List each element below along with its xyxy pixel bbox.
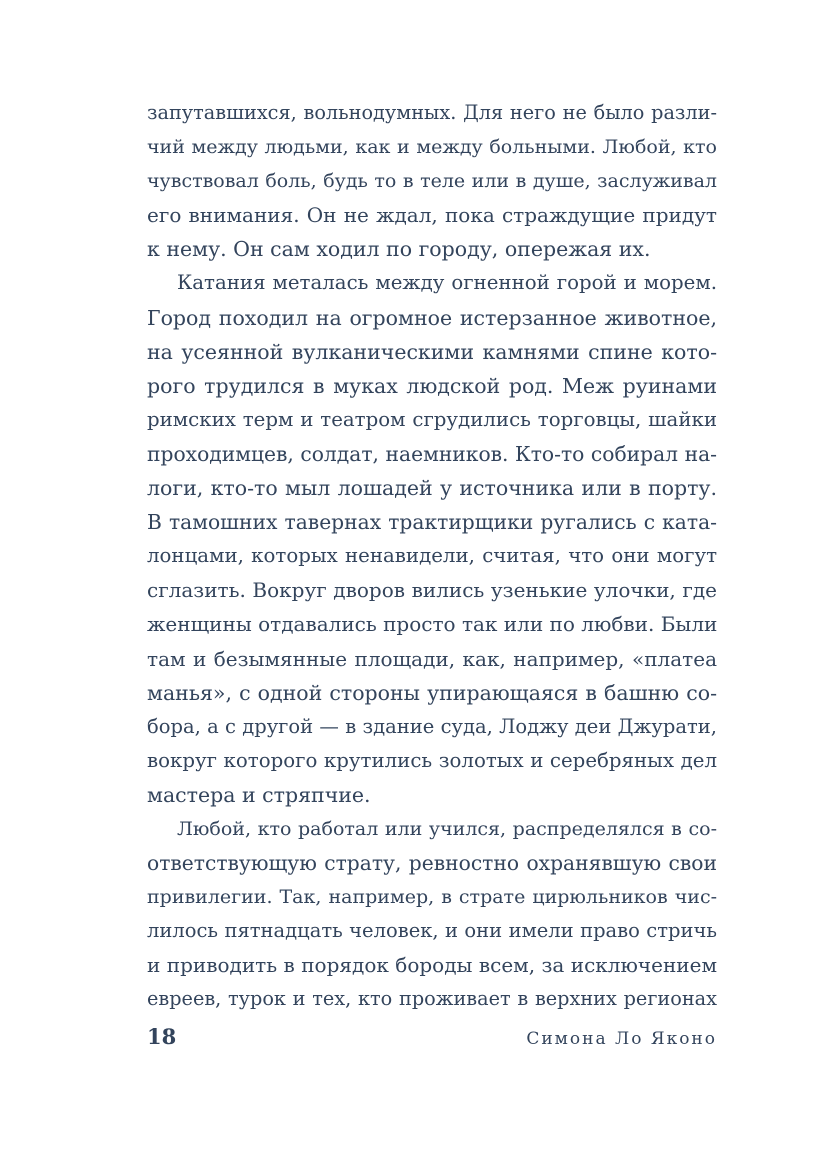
- text-line: рого трудился в муках людской род. Меж руинами: [147, 373, 717, 398]
- text-line: Город походил на огромное истерзанное животное,: [147, 305, 717, 330]
- text-line: проходимцев, солдат, наемников. Кто-то собирал на-: [147, 441, 717, 466]
- text-line: Любой, кто работал или учился, распределялся в со-: [177, 817, 717, 840]
- page-number: 18: [147, 1024, 177, 1049]
- text-line: логи, кто-то мыл лошадей у источника или в порту.: [147, 476, 717, 501]
- text-line: и приводить в порядок бороды всем, за исключением: [147, 953, 717, 978]
- text-line: чувствовал боль, будь то в теле или в душе, заслуживал: [147, 170, 717, 193]
- running-head-author: Симона Ло Яконо: [526, 1029, 717, 1049]
- text-line: привилегии. Так, например, в страте цирюльников чис-: [147, 886, 717, 909]
- text-line: бора, а с другой — в здание суда, Лоджу деи Джурати,: [147, 714, 717, 738]
- text-line: манья», с одной стороны упирающаяся в башню со-: [147, 680, 717, 705]
- text-line: на усеянной вулканическими камнями спине кото-: [147, 339, 717, 364]
- text-line: евреев, турок и тех, кто проживает в верхних регионах: [147, 987, 717, 1011]
- text-line: вокруг которого крутились золотых и серебряных дел: [147, 748, 717, 772]
- text-line: запутавшихся, вольнодумных. Для него не было разли-: [147, 101, 717, 124]
- text-line: В тамошних тавернах трактирщики ругались с ката-: [147, 510, 717, 535]
- text-line: лилось пятнадцать человек, и они имели право стричь: [147, 919, 717, 943]
- text-line: мастера и стряпчие.: [147, 782, 371, 807]
- text-line: лонцами, которых ненавидели, считая, что они могут: [147, 544, 717, 568]
- text-line: римских терм и театром сгрудились торговцы, шайки: [147, 407, 717, 431]
- text-line: там и безымянные площади, как, например, «платеа: [147, 646, 717, 671]
- text-line: его внимания. Он не ждал, пока страждущие придут: [147, 203, 717, 228]
- text-line: женщины отдавались просто так или по любви. Были: [147, 612, 718, 637]
- body-text: [147, 96, 717, 1017]
- text-line: Катания металась между огненной горой и морем.: [177, 271, 717, 295]
- text-line: к нему. Он сам ходил по городу, опережая их.: [147, 237, 651, 262]
- text-line: ответствующую страту, ревностно охранявшую свои: [147, 851, 717, 876]
- text-line: чий между людьми, как и между больными. Любой, кто: [147, 136, 717, 159]
- text-line: сглазить. Вокруг дворов вились узенькие улочки, где: [147, 578, 717, 603]
